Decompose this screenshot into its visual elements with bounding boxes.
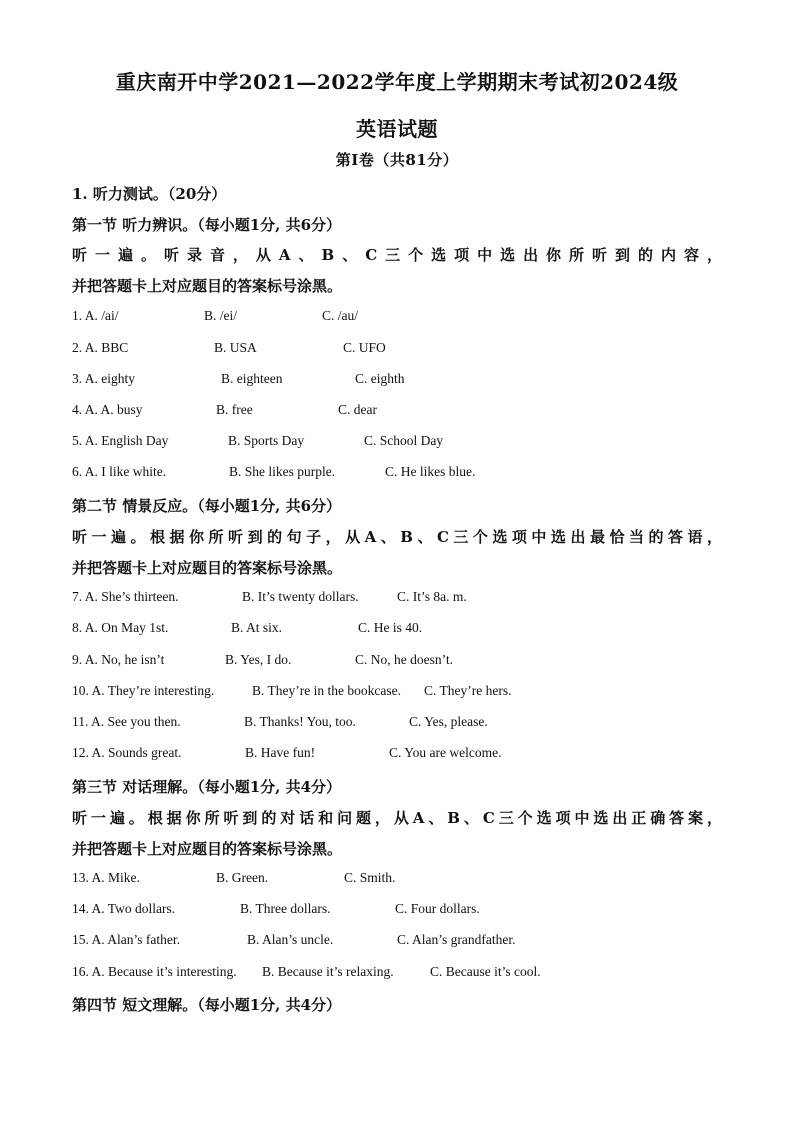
question-option: B. Three dollars. <box>240 901 331 916</box>
question-option: B. At six. <box>231 620 283 635</box>
instruction-line: 听一遍。根据你所听到的句子，从A、B、C三个选项中选出最恰当的答语， <box>72 528 722 546</box>
question-option: B. Thanks! You, too. <box>244 714 356 729</box>
question-option: 14. A. Two dollars. <box>72 901 176 916</box>
question-option: C. He is 40. <box>358 620 423 635</box>
question-option: B. USA <box>214 340 257 355</box>
question-option: C. Four dollars. <box>395 901 480 916</box>
question-option: C. Yes, please. <box>409 714 488 729</box>
question-option: B. /ei/ <box>204 308 237 323</box>
question-option: B. Yes, I do. <box>225 652 292 667</box>
question-option: B. Sports Day <box>228 433 305 448</box>
question-option: 6. A. I like white. <box>72 464 167 479</box>
question-option: 4. A. A. busy <box>72 402 143 417</box>
question-option: 13. A. Mike. <box>72 870 140 885</box>
question-option: B. Green. <box>216 870 269 885</box>
section-heading: 第四节 短文理解。（每小题1分, 共4分） <box>72 996 342 1014</box>
question-option: C. You are welcome. <box>389 745 502 760</box>
question-option: 8. A. On May 1st. <box>72 620 169 635</box>
question-option: 9. A. No, he isn’t <box>72 652 165 667</box>
question-option: C. He likes blue. <box>385 464 476 479</box>
section-heading: 第二节 情景反应。（每小题1分, 共6分） <box>72 497 342 515</box>
question-option: 11. A. See you then. <box>72 714 181 729</box>
question-option: B. They’re in the bookcase. <box>252 683 401 698</box>
question-option: 1. A. /ai/ <box>72 308 119 323</box>
question-option: B. She likes purple. <box>229 464 336 479</box>
question-option: 12. A. Sounds great. <box>72 745 182 760</box>
section-heading: 第三节 对话理解。（每小题1分, 共4分） <box>72 778 342 796</box>
question-option: C. /au/ <box>322 308 358 323</box>
question-option: C. UFO <box>343 340 386 355</box>
question-option: 5. A. English Day <box>72 433 169 448</box>
question-option: C. They’re hers. <box>424 683 512 698</box>
question-option: C. dear <box>338 402 377 417</box>
instruction-line: 并把答题卡上对应题目的答案标号涂黑。 <box>72 840 343 858</box>
question-option: 10. A. They’re interesting. <box>72 683 215 698</box>
volume-label: 第Ⅰ卷（共81分） <box>335 151 459 169</box>
question-option: B. free <box>216 402 253 417</box>
question-option: 3. A. eighty <box>72 371 135 386</box>
question-option: C. Alan’s grandfather. <box>397 932 516 947</box>
question-option: 7. A. She’s thirteen. <box>72 589 179 604</box>
instruction-line: 并把答题卡上对应题目的答案标号涂黑。 <box>72 277 343 295</box>
question-option: 2. A. BBC <box>72 340 129 355</box>
question-option: 16. A. Because it’s interesting. <box>72 964 237 979</box>
question-option: C. Smith. <box>344 870 396 885</box>
question-option: B. It’s twenty dollars. <box>242 589 359 604</box>
instruction-line: 并把答题卡上对应题目的答案标号涂黑。 <box>72 559 343 577</box>
instruction-line: 听一遍。根据你所听到的对话和问题，从A、B、C三个选项中选出正确答案， <box>72 809 722 827</box>
section-heading: 第一节 听力辨识。（每小题1分, 共6分） <box>72 216 342 234</box>
subject-title: 英语试题 <box>356 117 438 141</box>
question-option: C. No, he doesn’t. <box>355 652 453 667</box>
exam-title: 重庆南开中学2021—2022学年度上学期期末考试初2024级 <box>115 70 679 94</box>
question-option: B. Because it’s relaxing. <box>262 964 394 979</box>
question-option: C. Because it’s cool. <box>430 964 541 979</box>
part-heading: 1. 听力测试。（20分） <box>72 185 227 203</box>
question-option: C. It’s 8a. m. <box>397 589 467 604</box>
instruction-line: 听一遍。听录音，从A、B、C三个选项中选出你所听到的内容， <box>72 246 722 264</box>
question-option: B. eighteen <box>221 371 283 386</box>
question-option: C. eighth <box>355 371 405 386</box>
question-option: 15. A. Alan’s father. <box>72 932 180 947</box>
question-option: C. School Day <box>364 433 444 448</box>
question-option: B. Have fun! <box>245 745 316 760</box>
question-option: B. Alan’s uncle. <box>247 932 334 947</box>
